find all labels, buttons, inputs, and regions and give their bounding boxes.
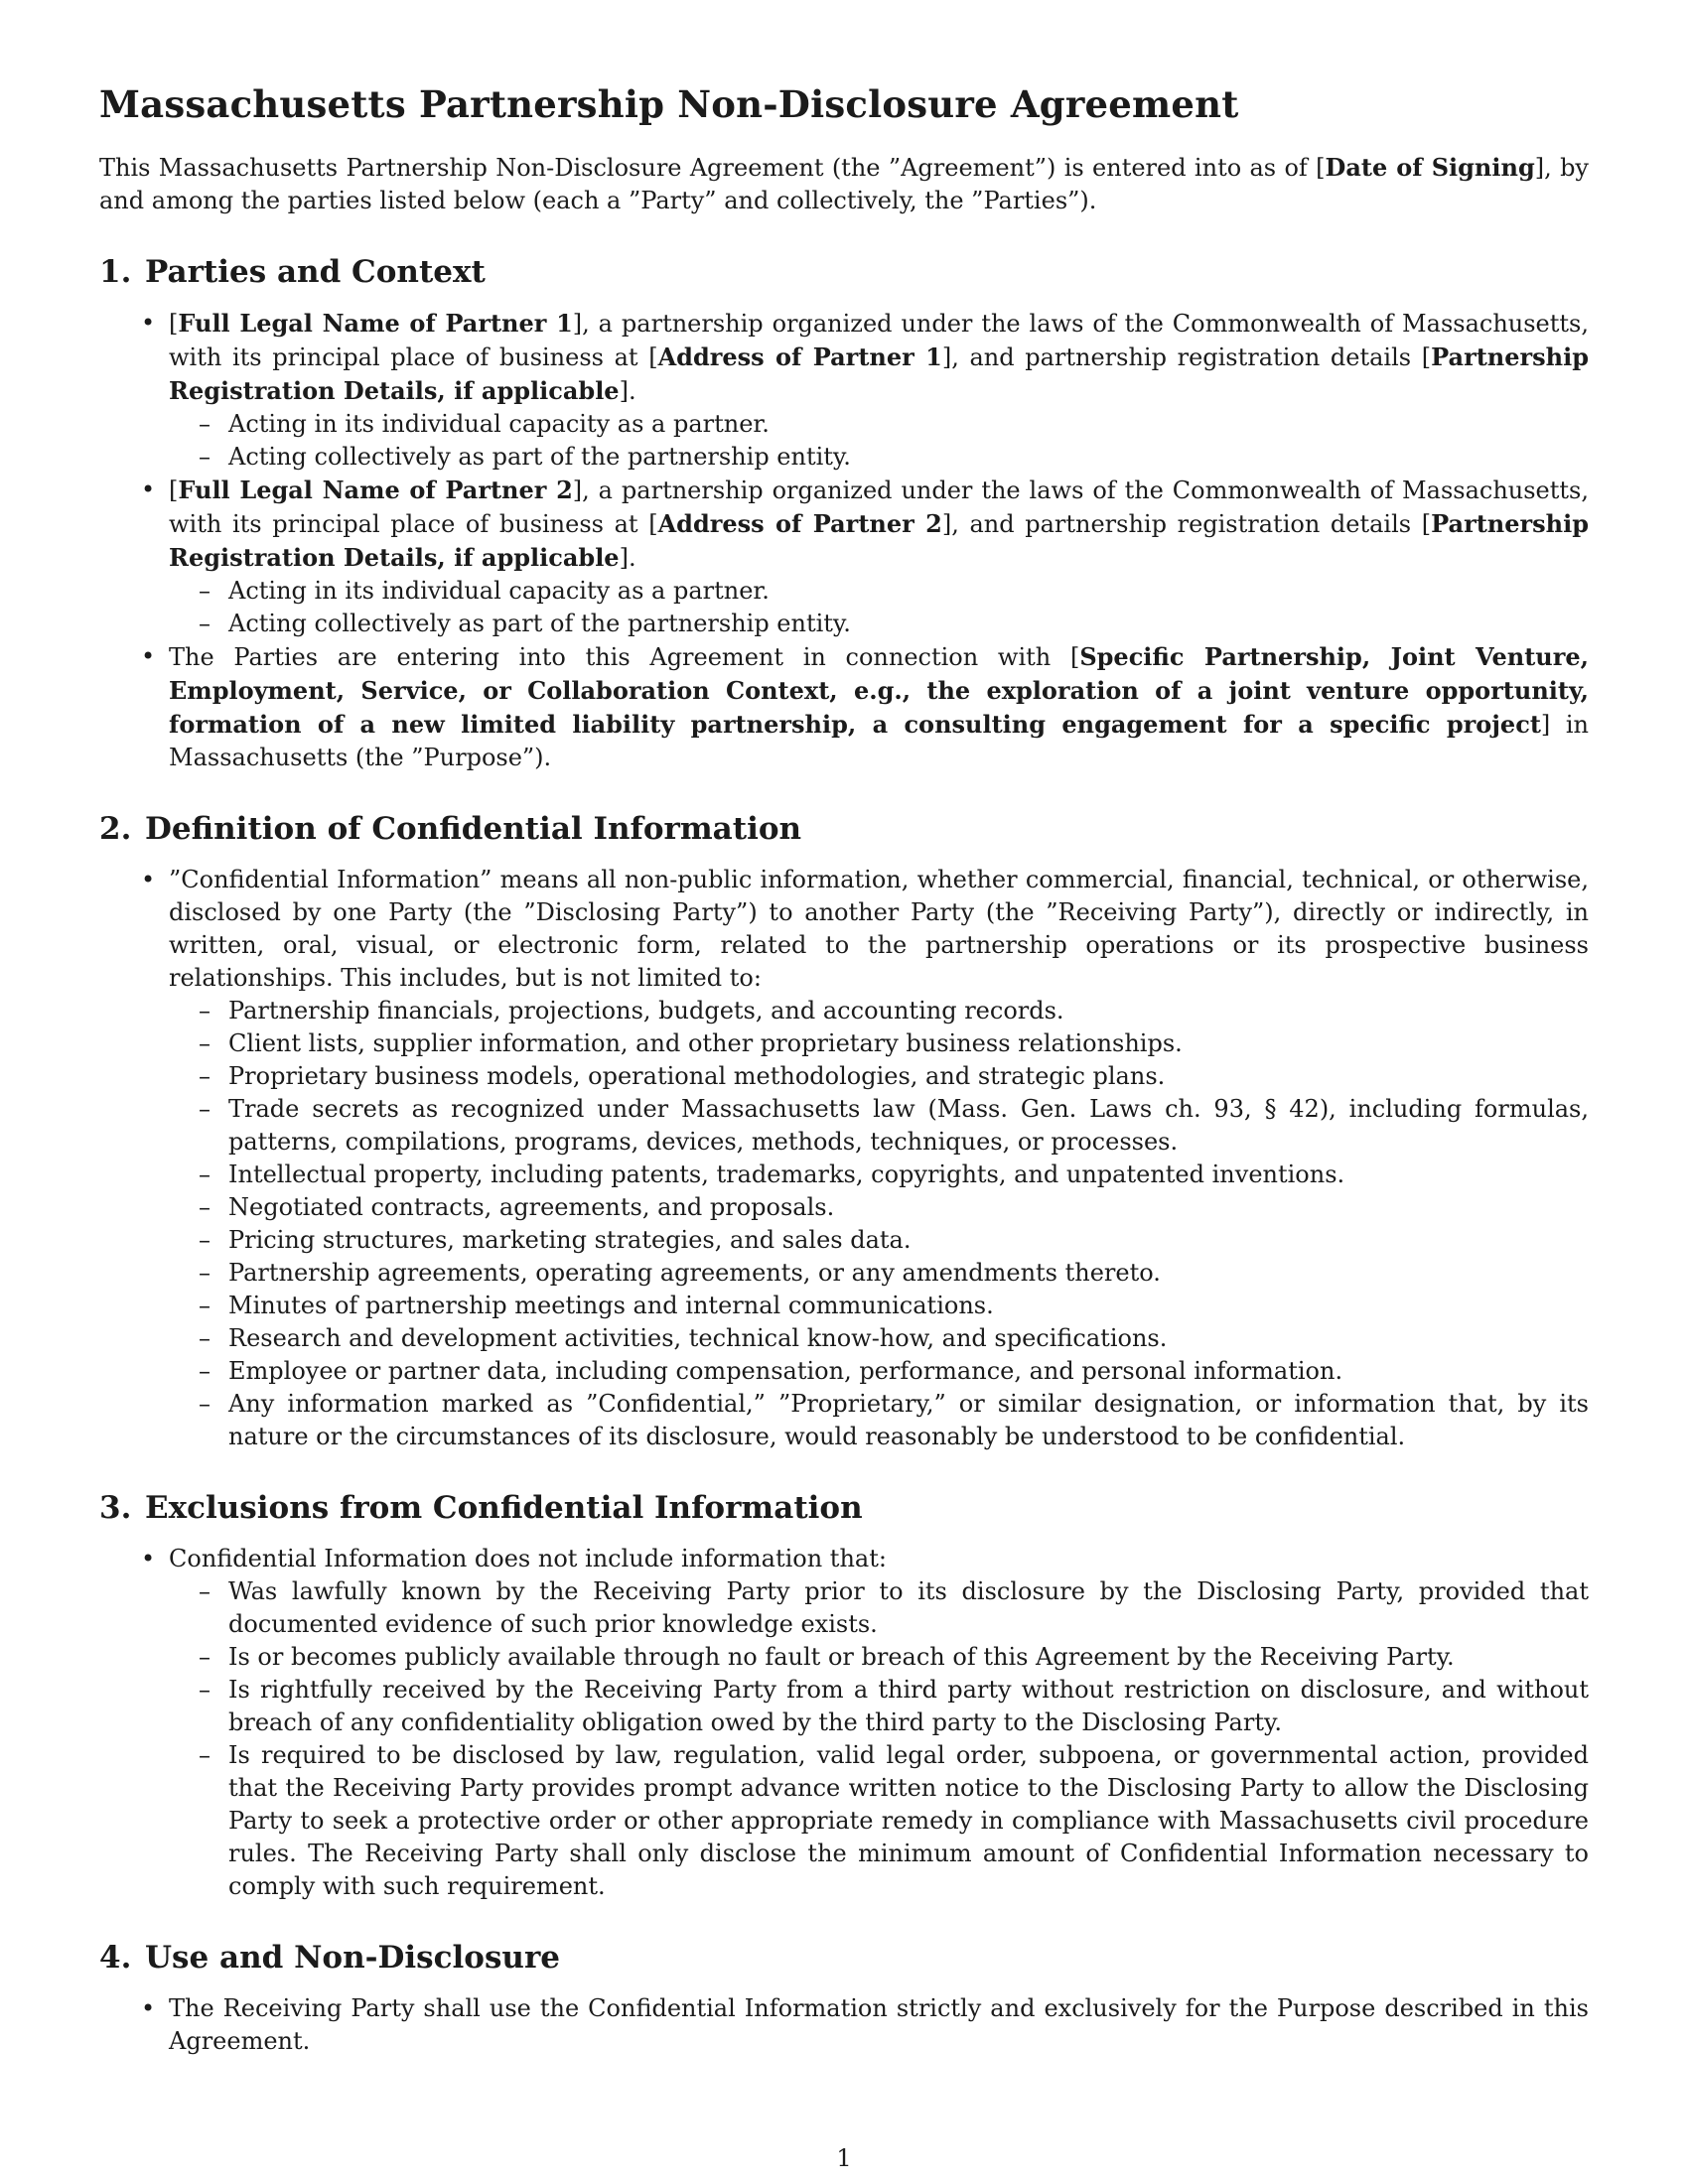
section-2-list — [99, 864, 1589, 1453]
placeholder-partner-1-registration: Partnership Registration Details, if applicable — [169, 342, 1590, 405]
list-item: – Is required to be disclosed by law, regulation, valid legal order, subpoena, or governmental action, provided that the Receiving Party provides prompt advance written notice to the Disclosing Party to allow the Disclosing Party to seek a protective order or other appropriate remedy in compliance with Massachusetts civil procedure rules. The Receiving Party shall only disclose the minimum amount of Confidential Information necessary to comply with such requirement. — [228, 1739, 1589, 1903]
list-item-definition: • ”Confidential Information” means all non-public information, whether commercial, financial, technical, or otherwise, disclosed by one Party (the ”Disclosing Party”) to another Party (the ”Receiving Party”), directly or indirectly, in written, oral, visual, or electronic form, related to the partnership operations or its prospective business relationships. This includes, but is not limited to: – Partnership financials, projections, budgets, and accounting records. – Client lists, supplier information, and other proprietary business relationships. – Proprietary business models, operational methodologies, and strategic plans. – Trade secrets as recognized under Massachusetts law (Mass. Gen. Laws ch. 93, § 42), including formulas, patterns, compilations, programs, devices, methods, techniques, or processes. – Intellectual property, including patents, trademarks, copyrights, and unpatented inventions. – Negotiated contracts, agreements, and proposals. – Pricing structures, marketing strategies, and sales data. – Partnership agreements, operating agreements, or any amendments thereto. – Minutes of partnership meetings and internal communications. – Research and development activities, technical know-how, and specifications. – Employee or partner data, including compensation, performance, and personal information. – Any information marked as ”Confidential,” ”Proprietary,” or similar designation, or information that, by its nature or the circumstances of its disclosure, would reasonably be understood to be confidential. — [169, 864, 1589, 1453]
placeholder-date-of-signing: Date of Signing — [1325, 153, 1535, 182]
list-item: – Is or becomes publicly available through no fault or breach of this Agreement by the Receiving Party. — [228, 1641, 1589, 1674]
section-2-heading: 2. Definition of Confidential Information — [99, 811, 802, 847]
list-item: – Client lists, supplier information, and other proprietary business relationships. — [228, 1027, 1589, 1060]
list-item: • The Receiving Party shall use the Confidential Information strictly and exclusively for the Purpose described in this Agreement. — [169, 1992, 1589, 2058]
placeholder-partner-1-address: Address of Partner 1 — [657, 342, 942, 371]
list-item: – Acting collectively as part of the partnership entity. — [228, 608, 1589, 640]
list-item: – Was lawfully known by the Receiving Party prior to its disclosure by the Disclosing Party, provided that documented evidence of such prior knowledge exists. — [228, 1575, 1589, 1641]
partner-2-sublist — [169, 575, 1589, 640]
document-body — [99, 79, 1589, 2058]
placeholder-partner-2-registration: Partnership Registration Details, if applicable — [169, 509, 1590, 572]
list-item-exclusions: • Confidential Information does not include information that: – Was lawfully known by the Receiving Party prior to its disclosure by the Disclosing Party, provided that documented evidence of such prior knowledge exists. – Is or becomes publicly available through no fault or breach of this Agreement by the Receiving Party. – Is rightfully received by the Receiving Party from a third party without restriction on disclosure, and without breach of any confidentiality obligation owed by the third party to the Disclosing Party. – Is required to be disclosed by law, regulation, valid legal order, subpoena, or governmental action, provided that the Receiving Party provides prompt advance written notice to the Disclosing Party to allow the Disclosing Party to seek a protective order or other appropriate remedy in compliance with Massachusetts civil procedure rules. The Receiving Party shall only disclose the minimum amount of Confidential Information necessary to comply with such requirement. — [169, 1543, 1589, 1903]
list-item: – Partnership financials, projections, budgets, and accounting records. — [228, 995, 1589, 1027]
list-item: – Partnership agreements, operating agreements, or any amendments thereto. — [228, 1257, 1589, 1290]
list-item-purpose: • The Parties are entering into this Agreement in connection with [Specific Partnership, Joint Venture, Employment, Service, or Collaboration Context, e.g., the exploration of a joint venture opportunity, formation of a new limited liability partnership, a consulting engagement for a specific project] in Massachusetts (the ”Purpose”). — [169, 640, 1589, 774]
section-3-heading: 3. Exclusions from Confidential Information — [99, 1490, 863, 1526]
placeholder-partner-1-name: Full Legal Name of Partner 1 — [178, 309, 573, 338]
list-item: – Pricing structures, marketing strategies, and sales data. — [228, 1224, 1589, 1257]
placeholder-partner-2-name: Full Legal Name of Partner 2 — [178, 476, 573, 504]
list-item: – Acting in its individual capacity as a partner. — [228, 575, 1589, 608]
list-item: – Minutes of partnership meetings and internal communications. — [228, 1290, 1589, 1322]
list-item: – Trade secrets as recognized under Massachusetts law (Mass. Gen. Laws ch. 93, § 42), including formulas, patterns, compilations, programs, devices, methods, techniques, or processes. — [228, 1093, 1589, 1159]
list-item: – Negotiated contracts, agreements, and proposals. — [228, 1191, 1589, 1224]
placeholder-partner-2-address: Address of Partner 2 — [657, 509, 942, 538]
partner-1-sublist — [169, 408, 1589, 474]
exclusions-sublist — [169, 1575, 1589, 1903]
list-item: – Research and development activities, technical know-how, and specifications. — [228, 1322, 1589, 1355]
list-item: – Intellectual property, including patents, trademarks, copyrights, and unpatented inventions. — [228, 1159, 1589, 1191]
page-number: 1 — [836, 2144, 852, 2172]
list-item: – Any information marked as ”Confidential,” ”Proprietary,” or similar designation, or information that, by its nature or the circumstances of its disclosure, would reasonably be understood to be confidential. — [228, 1388, 1589, 1453]
list-item-partner-1: • [Full Legal Name of Partner 1], a partnership organized under the laws of the Commonwealth of Massachusetts, with its principal place of business at [Address of Partner 1], and partnership registration details [Partnership Registration Details, if applicable]. – Acting in its individual capacity as a partner. – Acting collectively as part of the partnership entity. — [169, 307, 1589, 474]
list-item: – Acting in its individual capacity as a partner. — [228, 408, 1589, 441]
list-item: – Acting collectively as part of the partnership entity. — [228, 441, 1589, 474]
section-3-list — [99, 1543, 1589, 1903]
section-1-list — [99, 307, 1589, 774]
section-1-heading: 1. Parties and Context — [99, 254, 486, 290]
document-title: Massachusetts Partnership Non-Disclosure Agreement — [99, 82, 1239, 126]
list-item: – Is rightfully received by the Receiving Party from a third party without restriction on disclosure, and without breach of any confidentiality obligation owed by the third party to the Disclosing Party. — [228, 1674, 1589, 1739]
placeholder-purpose-context: Specific Partnership, Joint Venture, Employment, Service, or Collaboration Context, e.g., the exploration of a joint venture opportunity, formation of a new limited liability partnership, a consulting engagement for a specific project — [169, 642, 1589, 739]
section-4-list — [99, 1992, 1589, 2058]
list-item: – Employee or partner data, including compensation, performance, and personal information. — [228, 1355, 1589, 1388]
intro-paragraph: This Massachusetts Partnership Non-Disclosure Agreement (the ”Agreement”) is entered into as of [Date of Signing], by and among the parties listed below (each a ”Party” and collectively, the ”Parties”). — [99, 153, 1589, 214]
list-item-partner-2: • [Full Legal Name of Partner 2], a partnership organized under the laws of the Commonwealth of Massachusetts, with its principal place of business at [Address of Partner 2], and partnership registration details [Partnership Registration Details, if applicable]. – Acting in its individual capacity as a partner. – Acting collectively as part of the partnership entity. — [169, 474, 1589, 640]
confidential-info-sublist — [169, 995, 1589, 1453]
list-item: – Proprietary business models, operational methodologies, and strategic plans. — [228, 1060, 1589, 1093]
section-4-heading: 4. Use and Non-Disclosure — [99, 1940, 561, 1976]
